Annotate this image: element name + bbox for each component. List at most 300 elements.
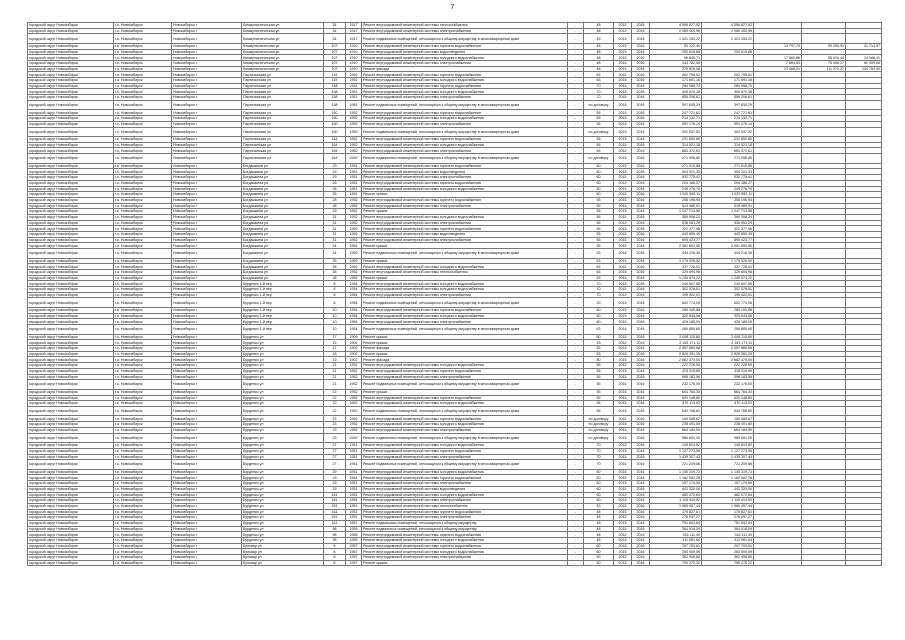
cell-cost_total: 314 521,18 <box>650 142 702 148</box>
cell-settlement: Новосибирск г <box>172 416 242 422</box>
cell-unit: - <box>568 243 584 249</box>
cell-work: Ремонт внутридомовой инженерной системы горячего водоснабжения <box>362 72 568 78</box>
cell-street: Бурденко 1-й пер <box>242 298 324 308</box>
cell-house: 34 <box>324 34 346 44</box>
cell-house: 164 <box>324 142 346 148</box>
cell-street: Богдашкина ул <box>242 192 324 198</box>
cell-house: 27 <box>324 448 346 454</box>
cell-work: Ремонт крыши <box>362 275 568 281</box>
cell-work: Ремонт внутридомовой инженерной системы электроснабжения <box>362 481 568 487</box>
cell-cost_total: 197 174,59 <box>650 481 702 487</box>
cell-work: Ремонт внутридомовой инженерной системы горячего водоснабжения <box>362 83 568 89</box>
cell-street: Бурденко ул <box>242 351 324 357</box>
cell-street: Партизанская ул <box>242 72 324 78</box>
cell-year: 1952 <box>346 258 362 264</box>
cell-year: 1952 <box>346 249 362 259</box>
cell-house: 26 <box>324 186 346 192</box>
cell-street: Богдашкина ул <box>242 232 324 238</box>
cell-district: г.о. Новосибирск <box>114 454 172 460</box>
cell-cost_total: 532 775,41 <box>650 175 702 181</box>
cell-year_start: 2015 <box>614 448 632 454</box>
cell-cost_total: 200 619,88 <box>650 49 702 55</box>
table-row <box>28 127 882 137</box>
cell-settlement: Новосибирск г <box>172 116 242 122</box>
cell-street: Богдашкина ул <box>242 186 324 192</box>
cell-unit: - <box>568 175 584 181</box>
cell-house: 29 <box>324 175 346 181</box>
cell-cost_fund: 271 096,80 <box>702 154 754 164</box>
cell-cost_total: 2 057 880,68 <box>650 346 702 352</box>
cell-volume: 60 <box>584 319 614 325</box>
cell-year_end: 2016 <box>632 137 650 143</box>
cell-cost_local: 55 016,44 <box>802 55 846 61</box>
cell-cost_fund: 664 184,50 <box>702 427 754 433</box>
cell-volume: 60 <box>584 169 614 175</box>
cell-settlement: Новосибирск г <box>172 486 242 492</box>
cell-cost_local <box>802 154 846 164</box>
cell-year_end: 2016 <box>632 543 650 549</box>
cell-volume: 53 <box>584 249 614 259</box>
cell-year_start: 2015 <box>614 549 632 555</box>
cell-work: Ремонт подвальных помещений, относящихся к общему имуществу в многоквартирном доме <box>362 34 568 44</box>
cell-unit: - <box>568 334 584 340</box>
cell-street: Бурденко ул <box>242 363 324 369</box>
cell-work: Ремонт внутридомовой инженерной системы водоотведения <box>362 49 568 55</box>
cell-cost_fund: 4 596 827,92 <box>702 23 754 29</box>
cell-street: Бурденко ул <box>242 460 324 470</box>
cell-cost_owners <box>846 406 882 416</box>
cell-street: Бурденко ул <box>242 498 324 504</box>
cell-cost_fund: 240 607,65 <box>702 281 754 287</box>
cell-year: 1917 <box>346 23 362 29</box>
cell-year_end: 2016 <box>632 538 650 544</box>
cell-cost_fund: 200 619,88 <box>702 49 754 55</box>
cell-year: 1952 <box>346 275 362 281</box>
cell-year: 1910 <box>346 66 362 72</box>
cell-work: Ремонт крыши <box>362 351 568 357</box>
cell-year: 1952 <box>346 380 362 390</box>
cell-settlement: Новосибирск г <box>172 243 242 249</box>
cell-cost_fund: 429 185,09 <box>702 319 754 325</box>
cell-cost_fund: 519 489,91 <box>702 203 754 209</box>
cell-unit: - <box>568 249 584 259</box>
cell-work: Ремонт крыши <box>362 334 568 340</box>
cell-year_start: 2015 <box>614 313 632 319</box>
cell-settlement: Новосибирск г <box>172 538 242 544</box>
cell-cost_fund: 197 174,59 <box>702 481 754 487</box>
cell-year_end: 2016 <box>632 520 650 526</box>
cell-year: 1951 <box>346 443 362 449</box>
cell-municipality: городской округ Новосибирск <box>28 475 114 481</box>
cell-work: Ремонт подвальных помещений, относящихся к общему имуществу <box>362 520 568 526</box>
cell-house: 29 <box>324 475 346 481</box>
cell-street: Бурденко 1-й пер <box>242 292 324 298</box>
cell-cost_region: 7 864,83 <box>754 61 802 67</box>
cell-year_start: 2015 <box>614 72 632 78</box>
cell-cost_fund: 2 826 351,25 <box>702 351 754 357</box>
cell-municipality: городской округ Новосибирск <box>28 443 114 449</box>
cell-volume: 70 <box>584 281 614 287</box>
cell-cost_fund: 145 813,82 <box>702 443 754 449</box>
cell-year_end: 2016 <box>632 175 650 181</box>
cell-work: Ремонт подвальных помещений, относящихся к общему имуществу в многоквартирном доме <box>362 380 568 390</box>
cell-year_start: 2015 <box>614 89 632 95</box>
cell-year_start: 2015 <box>614 154 632 164</box>
cell-street: Бурденко ул <box>242 492 324 498</box>
cell-volume: по договору <box>584 422 614 428</box>
cell-cost_total: 721 209,86 <box>650 460 702 470</box>
cell-settlement: Новосибирск г <box>172 169 242 175</box>
cell-cost_fund: 751 842,84 <box>702 520 754 526</box>
cell-year: 1952 <box>346 389 362 395</box>
cell-street: Бурденко ул <box>242 380 324 390</box>
cell-year_end: 2016 <box>632 427 650 433</box>
cell-cost_fund: 620 148,80 <box>702 395 754 401</box>
cell-volume: 63 <box>584 275 614 281</box>
cell-municipality: городской округ Новосибирск <box>28 95 114 101</box>
cell-volume: 55 <box>584 380 614 390</box>
cell-house: 23 <box>324 427 346 433</box>
cell-street: Богдашкина ул <box>242 220 324 226</box>
cell-year_end: 2016 <box>632 89 650 95</box>
cell-unit: - <box>568 137 584 143</box>
cell-year_end: 2016 <box>632 443 650 449</box>
cell-district: г.о. Новосибирск <box>114 72 172 78</box>
cell-cost_fund: 202 795,51 <box>702 72 754 78</box>
cell-house: 158 <box>324 83 346 89</box>
cell-house: 164 <box>324 154 346 164</box>
cell-year_end: 2016 <box>632 389 650 395</box>
cell-work: Ремонт внутридомовой инженерной системы электроснабжения <box>362 28 568 34</box>
cell-cost_total: 1 047 713,58 <box>650 209 702 215</box>
cell-cost_total: 176 827,61 <box>650 509 702 515</box>
cell-cost_total: 271 010,88 <box>650 163 702 169</box>
cell-cost_fund: 329 694,95 <box>702 270 754 276</box>
cell-year_start: 2015 <box>614 298 632 308</box>
cell-cost_total: 1 162 082,28 <box>650 475 702 481</box>
cell-house: 10 <box>324 313 346 319</box>
cell-unit: - <box>568 127 584 137</box>
cell-settlement: Новосибирск г <box>172 334 242 340</box>
cell-settlement: Новосибирск г <box>172 72 242 78</box>
cell-street: Партизанская ул <box>242 110 324 116</box>
cell-year: 1951 <box>346 180 362 186</box>
cell-settlement: Новосибирск г <box>172 100 242 110</box>
cell-volume: 60 <box>584 334 614 340</box>
cell-cost_region: 23 465,21 <box>754 66 802 72</box>
cell-district: г.о. Новосибирск <box>114 203 172 209</box>
cell-settlement: Новосибирск г <box>172 275 242 281</box>
cell-work: Ремонт внутридомовой инженерной системы электроснабжения <box>362 203 568 209</box>
cell-year_end: 2016 <box>632 192 650 198</box>
cell-municipality: городской округ Новосибирск <box>28 258 114 264</box>
cell-work: Ремонт внутридомовой инженерной системы холодного водоснабжения <box>362 186 568 192</box>
cell-year_start: 2015 <box>614 427 632 433</box>
cell-unit: - <box>568 192 584 198</box>
cell-settlement: Новосибирск г <box>172 526 242 532</box>
cell-unit: - <box>568 486 584 492</box>
cell-municipality: городской округ Новосибирск <box>28 492 114 498</box>
cell-year_end: 2016 <box>632 281 650 287</box>
cell-street: Бульвар ул <box>242 560 324 566</box>
cell-district: г.о. Новосибирск <box>114 83 172 89</box>
cell-house: 21 <box>324 368 346 374</box>
cell-volume: 55 <box>584 232 614 238</box>
cell-house: 15 <box>324 340 346 346</box>
cell-municipality: городской округ Новосибирск <box>28 137 114 143</box>
cell-municipality: городской округ Новосибирск <box>28 298 114 308</box>
cell-district: г.о. Новосибирск <box>114 89 172 95</box>
cell-work: Ремонт внутридомовой инженерной системы электроснабжения <box>362 148 568 154</box>
cell-year_end: 2016 <box>632 334 650 340</box>
cell-municipality: городской округ Новосибирск <box>28 220 114 226</box>
cell-district: г.о. Новосибирск <box>114 334 172 340</box>
cell-year_start: 2015 <box>614 203 632 209</box>
cell-year_start: 2015 <box>614 197 632 203</box>
cell-municipality: городской округ Новосибирск <box>28 203 114 209</box>
cell-district: г.о. Новосибирск <box>114 422 172 428</box>
cell-work: Ремонт внутридомовой инженерной системы холодного водоснабжения <box>362 549 568 555</box>
cell-municipality: городской округ Новосибирск <box>28 110 114 116</box>
cell-street: Партизанская ул <box>242 116 324 122</box>
cell-year_start: 2015 <box>614 163 632 169</box>
cell-street: Богдашкина ул <box>242 249 324 259</box>
cell-year: 1952 <box>346 142 362 148</box>
cell-street: Богдашкина ул <box>242 243 324 249</box>
cell-settlement: Новосибирск г <box>172 78 242 84</box>
cell-cost_total: 231 650,80 <box>650 137 702 143</box>
cell-cost_total: 1 020 952,11 <box>650 192 702 198</box>
table-row <box>28 460 882 470</box>
cell-settlement: Новосибирск г <box>172 443 242 449</box>
cell-municipality: городской округ Новосибирск <box>28 83 114 89</box>
cell-cost_total: 93 122,46 <box>650 43 702 49</box>
cell-year_start: 2015 <box>614 509 632 515</box>
cell-work: Ремонт внутридомовой инженерной системы электроснабжения <box>362 95 568 101</box>
cell-settlement: Новосибирск г <box>172 460 242 470</box>
cell-year_start: 2015 <box>614 374 632 380</box>
cell-cost_fund: 311 081,64 <box>702 538 754 544</box>
cell-cost_local: 111 270,37 <box>802 66 846 72</box>
cell-district: г.о. Новосибирск <box>114 226 172 232</box>
cell-settlement: Новосибирск г <box>172 148 242 154</box>
cell-cost_total: 232 176,00 <box>650 380 702 390</box>
cell-unit: - <box>568 475 584 481</box>
cell-year_start: 2015 <box>614 401 632 407</box>
cell-year: 1951 <box>346 186 362 192</box>
cell-cost_total: 238 491,80 <box>650 422 702 428</box>
cell-work: Ремонт внутридомовой инженерной системы холодного водоснабжения <box>362 142 568 148</box>
cell-unit: - <box>568 226 584 232</box>
cell-street: Богдашкина ул <box>242 209 324 215</box>
cell-street: Бурденко 1-й пер <box>242 319 324 325</box>
cell-unit: - <box>568 401 584 407</box>
cell-settlement: Новосибирск г <box>172 95 242 101</box>
cell-year: 1951 <box>346 503 362 509</box>
cell-unit: - <box>568 308 584 314</box>
cell-volume: 60 <box>584 163 614 169</box>
cell-house: 6 <box>324 560 346 566</box>
cell-year: 1951 <box>346 515 362 521</box>
cell-year_start: 2015 <box>614 503 632 509</box>
cell-work: Ремонт внутридомовой инженерной системы холодного водоснабжения <box>362 55 568 61</box>
cell-settlement: Новосибирск г <box>172 287 242 293</box>
cell-volume: 55 <box>584 220 614 226</box>
cell-district: г.о. Новосибирск <box>114 49 172 55</box>
cell-district: г.о. Новосибирск <box>114 520 172 526</box>
cell-cost_total: 279 519,08 <box>650 66 702 72</box>
cell-district: г.о. Новосибирск <box>114 515 172 521</box>
cell-cost_total: 240 607,65 <box>650 281 702 287</box>
cell-cost_fund: 271 010,88 <box>702 163 754 169</box>
cell-cost_fund: 364 918,09 <box>702 526 754 532</box>
cell-year: 1954 <box>346 325 362 335</box>
cell-street: Бурденко ул <box>242 515 324 521</box>
cell-cost_fund: 397 635,29 <box>702 100 754 110</box>
cell-year: 1910 <box>346 49 362 55</box>
cell-year: 1951 <box>346 175 362 181</box>
cell-settlement: Новосибирск г <box>172 121 242 127</box>
cell-year_end: 2016 <box>632 95 650 101</box>
cell-cost_owners <box>846 34 882 44</box>
cell-house: 23 <box>324 422 346 428</box>
cell-unit: - <box>568 66 584 72</box>
cell-municipality: городской округ Новосибирск <box>28 433 114 443</box>
cell-year: 1957 <box>346 555 362 561</box>
cell-settlement: Новосибирск г <box>172 83 242 89</box>
cell-municipality: городской округ Новосибирск <box>28 78 114 84</box>
cell-municipality: городской округ Новосибирск <box>28 23 114 29</box>
cell-year_start: 2015 <box>614 264 632 270</box>
cell-year_start: 2015 <box>614 43 632 49</box>
cell-year_end: 2016 <box>632 169 650 175</box>
cell-house: 6 <box>324 555 346 561</box>
cell-year_end: 2016 <box>632 78 650 84</box>
cell-street: Богдашкина ул <box>242 270 324 276</box>
cell-district: г.о. Новосибирск <box>114 368 172 374</box>
cell-cost_local: 59 299,90 <box>802 43 846 49</box>
cell-street: Бурденко ул <box>242 538 324 544</box>
table-row <box>28 380 882 390</box>
cell-volume: 48 <box>584 515 614 521</box>
cell-cost_total: 519 489,91 <box>650 203 702 209</box>
cell-house: 31 <box>324 220 346 226</box>
cell-settlement: Новосибирск г <box>172 163 242 169</box>
cell-district: г.о. Новосибирск <box>114 475 172 481</box>
cell-cost_total: 790 275,22 <box>650 560 702 566</box>
cell-year: 1952 <box>346 368 362 374</box>
cell-unit: - <box>568 492 584 498</box>
cell-municipality: городской округ Новосибирск <box>28 520 114 526</box>
cell-unit: - <box>568 503 584 509</box>
cell-cost_fund: 858 208,61 <box>702 95 754 101</box>
cell-year_start: 2015 <box>614 34 632 44</box>
cell-work: Ремонт внутридомовой инженерной системы электроснабжения <box>362 220 568 226</box>
cell-cost_owners: 24 068,41 <box>846 55 882 61</box>
cell-work: Ремонт внутридомовой инженерной системы электроснабжения <box>362 175 568 181</box>
cell-municipality: городской округ Новосибирск <box>28 469 114 475</box>
cell-district: г.о. Новосибирск <box>114 395 172 401</box>
cell-work: Ремонт внутридомовой инженерной системы водоотведения <box>362 232 568 238</box>
cell-district: г.о. Новосибирск <box>114 137 172 143</box>
cell-work: Ремонт внутридомовой инженерной системы холодного водоснабжения <box>362 401 568 407</box>
cell-year_end: 2016 <box>632 433 650 443</box>
cell-settlement: Новосибирск г <box>172 363 242 369</box>
cell-volume: 48 <box>584 520 614 526</box>
cell-settlement: Новосибирск г <box>172 503 242 509</box>
cell-year: 1955 <box>346 526 362 532</box>
cell-municipality: городской округ Новосибирск <box>28 509 114 515</box>
cell-year_end: 2016 <box>632 448 650 454</box>
cell-year_start: 2015 <box>614 23 632 29</box>
cell-house: 29 <box>324 163 346 169</box>
cell-cost_total: 1 115 413,52 <box>650 498 702 504</box>
cell-volume: 50 <box>584 357 614 363</box>
cell-street: Бурденко ул <box>242 334 324 340</box>
cell-house: 107 <box>324 61 346 67</box>
cell-settlement: Новосибирск г <box>172 448 242 454</box>
cell-year_end: 2016 <box>632 61 650 67</box>
cell-municipality: городской округ Новосибирск <box>28 503 114 509</box>
cell-district: г.о. Новосибирск <box>114 443 172 449</box>
cell-settlement: Новосибирск г <box>172 325 242 335</box>
cell-district: г.о. Новосибирск <box>114 538 172 544</box>
cell-settlement: Новосибирск г <box>172 469 242 475</box>
cell-year_end: 2016 <box>632 116 650 122</box>
cell-municipality: городской округ Новосибирск <box>28 281 114 287</box>
cell-unit: - <box>568 374 584 380</box>
cell-work: Ремонт внутридомовой инженерной системы электроснабжения <box>362 454 568 460</box>
cell-year_end: 2016 <box>632 209 650 215</box>
cell-district: г.о. Новосибирск <box>114 319 172 325</box>
cell-year: 1952 <box>346 209 362 215</box>
cell-settlement: Новосибирск г <box>172 137 242 143</box>
cell-unit: - <box>568 543 584 549</box>
cell-district: г.о. Новосибирск <box>114 448 172 454</box>
cell-unit: - <box>568 197 584 203</box>
cell-year_end: 2016 <box>632 532 650 538</box>
cell-house: 160 <box>324 116 346 122</box>
cell-year: 1951 <box>346 100 362 110</box>
cell-district: г.о. Новосибирск <box>114 127 172 137</box>
cell-district: г.о. Новосибирск <box>114 186 172 192</box>
cell-street: Бурденко ул <box>242 374 324 380</box>
cell-volume: 70 <box>584 460 614 470</box>
cell-work: Ремонт крыши <box>362 560 568 566</box>
cell-district: г.о. Новосибирск <box>114 346 172 352</box>
cell-cost_total: 195 922,01 <box>650 292 702 298</box>
cell-year_end: 2016 <box>632 368 650 374</box>
cell-cost_fund: 1 145 319,71 <box>702 469 754 475</box>
cell-cost_total: 591 176,14 <box>650 121 702 127</box>
cell-volume: 48 <box>584 61 614 67</box>
cell-work: Ремонт подвальных помещений, относящихся к общему имуществу в многоквартирном доме <box>362 127 568 137</box>
cell-cost_region <box>754 298 802 308</box>
cell-year: 1954 <box>346 313 362 319</box>
cell-year_start: 2015 <box>614 380 632 390</box>
cell-cost_local <box>802 380 846 390</box>
cell-house: 28 <box>324 197 346 203</box>
cell-municipality: городской округ Новосибирск <box>28 28 114 34</box>
cell-volume: 60 <box>584 192 614 198</box>
cell-house: 6 <box>324 543 346 549</box>
cell-municipality: городской округ Новосибирск <box>28 340 114 346</box>
cell-year_start: 2015 <box>614 334 632 340</box>
cell-year_end: 2016 <box>632 492 650 498</box>
cell-district: г.о. Новосибирск <box>114 532 172 538</box>
cell-volume: 49 <box>584 34 614 44</box>
cell-cost_local <box>802 325 846 335</box>
